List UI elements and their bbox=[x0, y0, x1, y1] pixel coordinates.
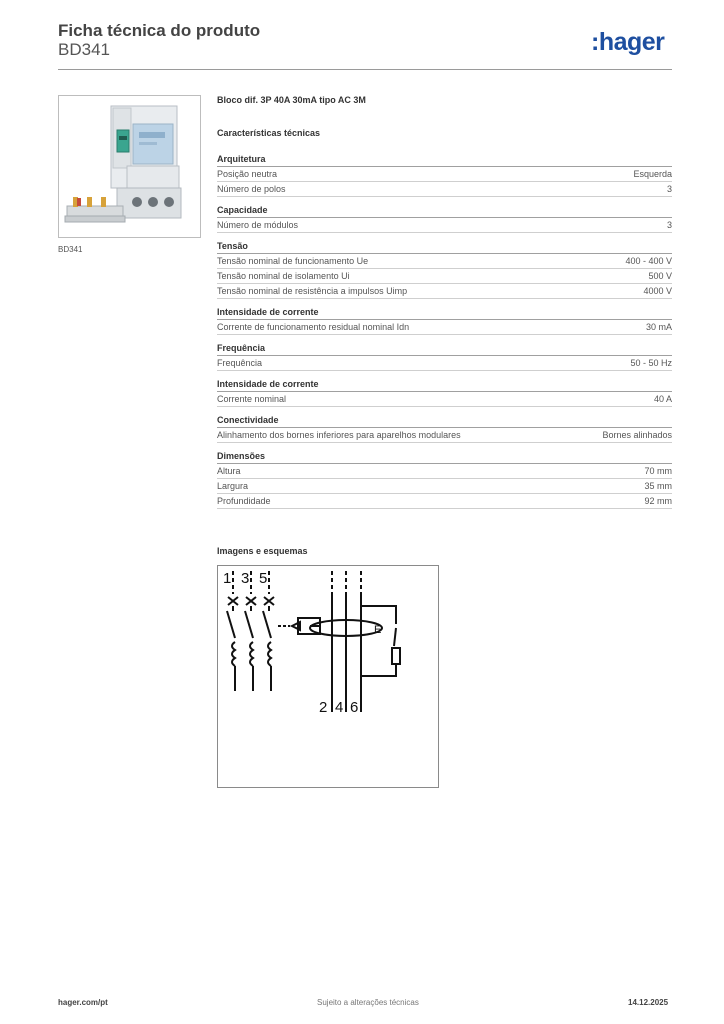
rcd-block-illustration bbox=[59, 96, 200, 237]
spec-value: 4000 V bbox=[643, 286, 672, 296]
spec-row bbox=[217, 495, 672, 509]
spec-label: Profundidade bbox=[217, 496, 271, 506]
spec-label: Alinhamento dos bornes inferiores para aparelhos modulares bbox=[217, 430, 461, 440]
spec-label: Tensão nominal de funcionamento Ue bbox=[217, 256, 369, 266]
technical-characteristics-heading: Características técnicas bbox=[217, 128, 321, 138]
spec-value: 3 bbox=[666, 220, 672, 230]
spec-row bbox=[217, 183, 672, 197]
spec-value: 500 V bbox=[648, 271, 672, 281]
product-code: BD341 bbox=[58, 40, 110, 59]
schematic-diagram bbox=[218, 566, 438, 787]
spec-row bbox=[217, 285, 672, 299]
terminal-label-5: 5 bbox=[259, 570, 268, 587]
header-divider bbox=[58, 69, 672, 70]
section-conectividade bbox=[217, 415, 672, 443]
footer-date: 14.12.2025 bbox=[628, 998, 669, 1007]
spec-row bbox=[217, 465, 672, 479]
section-title: Intensidade de corrente bbox=[217, 307, 672, 320]
spec-row bbox=[217, 429, 672, 443]
wiring-schematic bbox=[217, 565, 439, 788]
terminal-label-2: 2 bbox=[319, 699, 328, 716]
spec-value: 92 mm bbox=[644, 496, 672, 506]
section-title: Arquitetura bbox=[217, 154, 672, 167]
spec-row bbox=[217, 270, 672, 284]
spec-value: 70 mm bbox=[644, 466, 672, 476]
spec-row bbox=[217, 393, 672, 407]
spec-value: 35 mm bbox=[644, 481, 672, 491]
test-button-label: E bbox=[374, 624, 382, 636]
section-title: Intensidade de corrente bbox=[217, 379, 672, 392]
section-title: Frequência bbox=[217, 343, 672, 356]
section-intensidade-residual bbox=[217, 307, 672, 335]
spec-value: 400 - 400 V bbox=[625, 256, 672, 266]
spec-label: Largura bbox=[217, 481, 249, 491]
spec-content bbox=[217, 95, 672, 517]
spec-label: Altura bbox=[217, 466, 241, 476]
section-tensao bbox=[217, 241, 672, 299]
spec-value: Bornes alinhados bbox=[602, 430, 672, 440]
spec-label: Corrente nominal bbox=[217, 394, 287, 404]
terminal-label-4: 4 bbox=[335, 699, 344, 716]
spec-value: 50 - 50 Hz bbox=[630, 358, 672, 368]
footer-note: Sujeito a alterações técnicas bbox=[317, 998, 419, 1007]
spec-label: Corrente de funcionamento residual nominal Idn bbox=[217, 322, 410, 332]
hager-logo: :hager bbox=[591, 28, 665, 56]
terminal-label-1: 1 bbox=[223, 570, 232, 587]
spec-value: 3 bbox=[666, 184, 672, 194]
section-capacidade bbox=[217, 205, 672, 233]
section-arquitetura bbox=[217, 154, 672, 197]
terminal-label-6: 6 bbox=[350, 699, 359, 716]
document-title: Ficha técnica do produto bbox=[58, 21, 261, 40]
product-photo bbox=[58, 95, 201, 238]
spec-row bbox=[217, 219, 672, 233]
spec-row bbox=[217, 321, 672, 335]
photo-caption: BD341 bbox=[58, 245, 83, 254]
spec-row bbox=[217, 255, 672, 269]
terminal-label-3: 3 bbox=[241, 570, 250, 587]
section-title: Tensão bbox=[217, 241, 672, 254]
pole-lines bbox=[227, 571, 400, 712]
spec-label: Posição neutra bbox=[217, 169, 278, 179]
section-intensidade-nominal bbox=[217, 379, 672, 407]
spec-label: Número de polos bbox=[217, 184, 286, 194]
section-title: Dimensões bbox=[217, 451, 672, 464]
spec-value: 30 mA bbox=[645, 322, 672, 332]
section-title: Conectividade bbox=[217, 415, 672, 428]
product-name: Bloco dif. 3P 40A 30mA tipo AC 3M bbox=[217, 95, 366, 105]
spec-row bbox=[217, 357, 672, 371]
footer-website[interactable]: hager.com/pt bbox=[58, 998, 108, 1007]
spec-row bbox=[217, 168, 672, 182]
spec-value: 40 A bbox=[653, 394, 672, 404]
section-frequencia bbox=[217, 343, 672, 371]
spec-row bbox=[217, 480, 672, 494]
spec-label: Tensão nominal de isolamento Ui bbox=[217, 271, 350, 281]
spec-label: Número de módulos bbox=[217, 220, 299, 230]
spec-value: Esquerda bbox=[633, 169, 672, 179]
spec-label: Tensão nominal de resistência a impulsos Uimp bbox=[217, 286, 408, 296]
images-heading: Imagens e esquemas bbox=[217, 546, 308, 556]
section-title: Capacidade bbox=[217, 205, 672, 218]
section-dimensoes bbox=[217, 451, 672, 509]
spec-label: Frequência bbox=[217, 358, 263, 368]
